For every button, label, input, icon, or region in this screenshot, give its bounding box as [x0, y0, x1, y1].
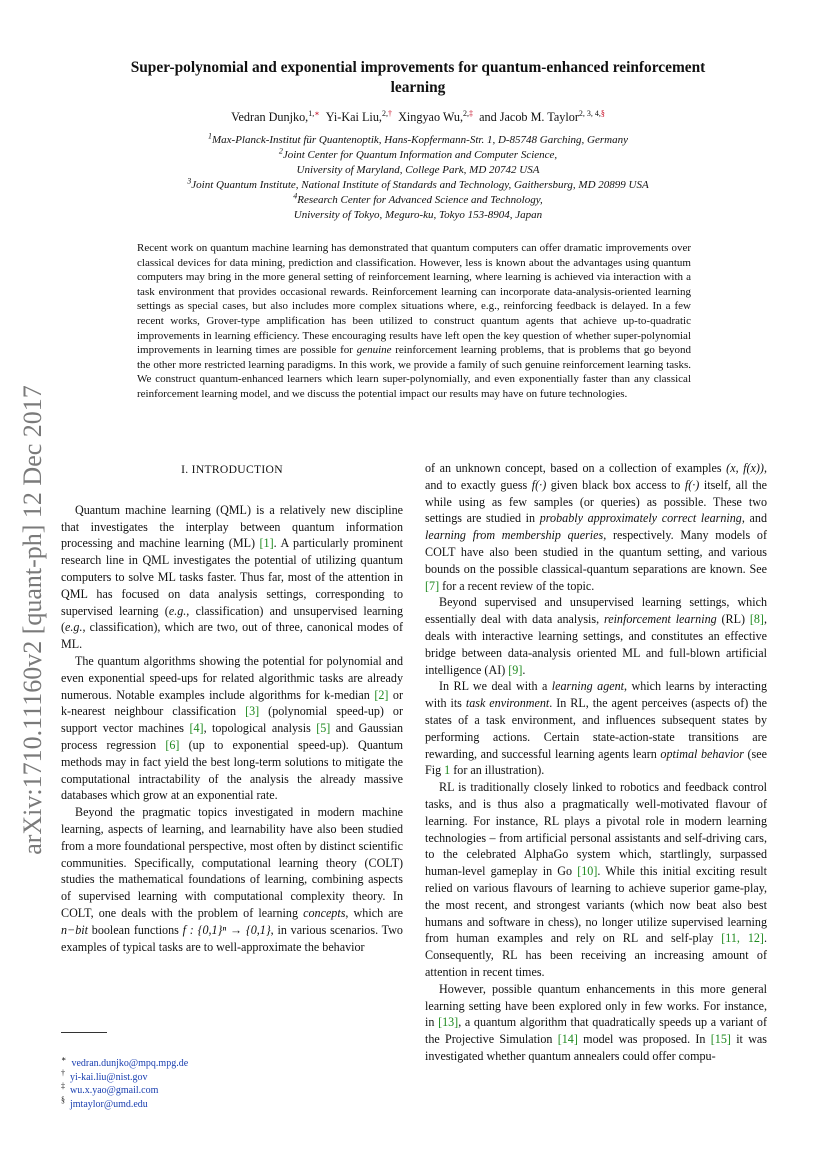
text: . Consequently, RL has been receiving an increasing amount of attention in recent times.	[425, 931, 767, 979]
affiliation-number: 4	[293, 191, 298, 201]
paragraph	[425, 460, 767, 594]
text: .	[522, 662, 526, 677]
affiliation-line	[60, 133, 776, 148]
title-line-2: learning	[390, 79, 446, 96]
author-affil-sup: 2, 3, 4,	[578, 108, 601, 118]
text: of an unknown concept, based on a collection of examples	[425, 461, 727, 475]
affiliation-list	[60, 133, 776, 223]
abstract-text: Recent work on quantum machine learning has demonstrated that quantum computers can offer dramatic improvements over classical devices for data mining, prediction and classification. However, less is known about the advantages using quantum computers may bring in the more general setting of reinforcement learning, where learning is achieved via interaction with a task environment that provides occasional rewards. Reinforcement learning can incorporate data-analysis-oriented learning settings as special cases, but also includes more complex situations where, e.g., reinforcing feedback is delayed. In a few recent works, Grover-type amplification has been utilized to construct quantum agents that achieve up-to-quadratic improvements in learning efficiency. These encouraging results have left open the key question of whether super-polynomial improvements in learning times are possible for	[137, 242, 691, 357]
text: . A particularly prominent research line in QML investigates the potential of utilizing quantum computers to solve ML tasks faster. Thus far, most of the attention in QML has focused on data analysis settings, corresponding to supervised learning (	[61, 536, 403, 618]
text: , a quantum algorithm that quadratically speeds up a variant of the Projective Simulation	[425, 1015, 767, 1047]
paragraph	[425, 981, 767, 1065]
text: In RL we deal with a	[439, 679, 552, 694]
paragraph	[425, 678, 767, 779]
author-name: Xingyao Wu,	[398, 110, 464, 124]
citation-link[interactable]: [6]	[165, 737, 180, 752]
footnote-item	[61, 1068, 188, 1085]
citation-link[interactable]: [7]	[425, 578, 440, 593]
arxiv-sidebar	[14, 350, 52, 890]
author-footnote-mark[interactable]: †	[387, 108, 392, 118]
paragraph	[61, 804, 403, 955]
text: it was investigated whether quantum annealers could offer compu-	[425, 1032, 768, 1063]
affiliation-text: University of Tokyo, Meguro-ku, Tokyo 153-8904, Japan	[293, 209, 543, 221]
text: Quantum machine learning (QML) is a relatively new discipline that investigates the interplay between quantum information processing and machine learning (ML)	[61, 502, 403, 551]
text: boolean functions	[87, 922, 183, 937]
affiliation-number: 3	[187, 176, 192, 186]
email-link[interactable]: yi-kai.liu@nist.gov	[70, 1071, 148, 1083]
text: itself, all the while using as few samples (or queries) as possible. These two settings are studied in	[425, 477, 767, 526]
text: (RL)	[716, 612, 750, 627]
text-italic: e.g.,	[65, 620, 86, 635]
abstract-text: reinforcement learning problems, that is problems that go beyond the other more restricted learning paradigms. In this work, we provide a family of such genuine reinforcement learning tasks. We construct quantum-enhanced learners which learn super-polynomially, and even exponentially faster than any classical reinforcement learning model, and we discuss the potential impact our results may have on future technologies.	[137, 344, 692, 400]
email-link[interactable]: jmtaylor@umd.edu	[70, 1098, 148, 1110]
citation-link[interactable]: [3]	[245, 704, 260, 719]
author-name: Vedran Dunjko,	[231, 110, 309, 124]
math-inline: f(·)	[684, 477, 700, 492]
math-inline: f(·)	[531, 477, 547, 492]
author-footnote-mark[interactable]: ∗	[314, 108, 320, 118]
citation-link[interactable]: [9]	[508, 662, 523, 677]
citation-link[interactable]: [8]	[749, 612, 764, 627]
citation-link[interactable]: [14]	[557, 1032, 578, 1047]
text: . While this initial exciting result relied on various flavours of learning to achieve superior game-play, the most recent, and strongest variants (which now beat also best humans and software in chess), no longer utilize supervised learning from human examples and rely on RL and self-play	[425, 864, 767, 946]
citation-link[interactable]: [10]	[577, 864, 598, 879]
affiliation-line	[60, 193, 776, 208]
footnote-item	[61, 1081, 188, 1098]
text: , topological analysis	[203, 721, 317, 736]
right-column	[425, 460, 767, 1065]
title-line-1: Super-polynomial and exponential improvements for quantum-enhanced reinforcement	[130, 59, 706, 76]
text: However, possible quantum enhancements in this more general learning setting have been explored only in few works. For instance, in	[425, 981, 767, 1030]
text: for an illustration).	[450, 763, 545, 778]
affiliation-line	[60, 178, 776, 193]
citation-link[interactable]: [1]	[259, 536, 274, 551]
footnotes	[61, 1054, 189, 1111]
footnote-item	[61, 1054, 189, 1071]
paper-title	[60, 58, 776, 98]
text: (see Fig	[425, 746, 767, 778]
text: , and	[741, 511, 768, 526]
text-italic: concepts	[303, 905, 346, 920]
text-italic: e.g.,	[168, 603, 190, 618]
footnote-divider	[61, 1032, 107, 1033]
text-italic: learning agent	[551, 679, 625, 694]
text: RL is traditionally closely linked to robotics and feedback control tasks, and is thus also a pragmatically well-motivated flavour of learning. For instance, RL plays a pivotal role in modern learning technologies – from artificial personal assistants and self-driving cars, to the celebrated AlphaGo system which, startlingly, surpassed human-level gameplay in Go	[425, 780, 767, 879]
text: , respectively. Many models of COLT have also been studied in the quantum setting, and various bounds on the possible classical-quantum separations are known. See	[425, 528, 767, 576]
author-footnote-mark[interactable]: §	[600, 108, 605, 118]
affiliation-line	[60, 148, 776, 163]
abstract	[137, 241, 691, 402]
text: classification) and unsupervised learning (	[61, 603, 403, 635]
affiliation-text: Research Center for Advanced Science and Technology,	[297, 194, 543, 206]
affiliation-text: University of Maryland, College Park, MD 20742 USA	[296, 164, 540, 176]
section-heading: I. INTRODUCTION	[181, 463, 283, 476]
arxiv-identifier: arXiv:1710.11160v2 [quant-ph] 12 Dec 2017	[18, 385, 47, 855]
text: Beyond the pragmatic topics investigated in modern machine learning, aspects of learning, and learnability have also been studied from a more foundational perspective, most often by distinct scientific communities. Specifically, computational learning theory (COLT) studies the mathematical foundations of learning, combining aspects of supervised learning with computational complexity theory. In COLT, one deals with the problem of learning	[61, 805, 403, 920]
affiliation-number: 2	[278, 146, 283, 156]
email-link[interactable]: vedran.dunjko@mpq.mpg.de	[71, 1058, 189, 1069]
left-column	[61, 462, 403, 955]
author-name: Yi-Kai Liu,	[325, 110, 382, 124]
affiliation-text: Joint Center for Quantum Information and Computer Science,	[282, 149, 558, 161]
paragraph	[61, 653, 403, 804]
affiliation-number: 1	[207, 131, 212, 141]
paragraph	[425, 779, 767, 981]
affiliation-line	[60, 163, 776, 178]
text: model was proposed. In	[577, 1032, 711, 1047]
affiliation-line	[60, 208, 776, 223]
citation-link[interactable]: [15]	[710, 1032, 731, 1047]
citation-link[interactable]: [11, 12]	[721, 931, 764, 946]
footnote-mark: §	[61, 1095, 65, 1105]
author-footnote-mark[interactable]: ‡	[469, 108, 474, 118]
figure-link[interactable]: 1	[444, 763, 451, 778]
text: for a recent review of the topic.	[439, 578, 595, 593]
author-affil-sup: 2,	[381, 108, 388, 118]
text: , deals with interactive learning settings, and constitutes an effective bridge between data-analysis oriented ML and full-blown artificial intelligence (AI)	[425, 612, 767, 677]
text: (up to exponential speed-up). Quantum methods may in fact yield the best long-term solutions to mitigate the computational intractability of the analysis the already massive databases which grow at an exponential rate.	[61, 737, 403, 803]
footnote-mark: ‡	[61, 1081, 65, 1091]
paragraph	[425, 594, 767, 678]
text: . In RL, the agent perceives (aspects of) the states of a task environment, and influences subsequent states by performing actions. Certain state-action-state transitions are rewarding, and successful learning agents learn	[425, 696, 767, 761]
author-list	[60, 110, 776, 125]
text: or k-nearest neighbour classification	[61, 687, 403, 719]
text: Beyond supervised and unsupervised learning settings, which essentially deal with data analysis,	[425, 595, 767, 627]
text: and Gaussian process regression	[61, 721, 403, 752]
citation-link[interactable]: [5]	[316, 721, 331, 736]
text: , in various scenarios. Two examples of typical tasks are to well-approximate the behavior	[61, 922, 403, 954]
text: classification), which are two, out of three, canonical modes of ML.	[61, 620, 403, 652]
citation-link[interactable]: [2]	[374, 687, 389, 702]
text-italic: reinforcement learning	[603, 612, 717, 627]
text-italic: optimal behavior	[660, 746, 744, 761]
affiliation-text: Max-Planck-Institut für Quantenoptik, Hans-Kopfermann-Str. 1, D-85748 Garching, Germany	[211, 134, 628, 146]
abstract-emphasis: genuine	[356, 344, 392, 357]
text: , which are	[345, 905, 403, 920]
text: , which learns by interacting with its	[425, 679, 767, 711]
text: (polynomial speed-up) or support vector machines	[61, 704, 403, 736]
text-italic: learning from membership queries	[425, 528, 604, 543]
citation-link[interactable]: [13]	[438, 1015, 459, 1030]
author-affil-sup: 1,	[308, 108, 315, 118]
text: The quantum algorithms showing the potential for polynomial and even exponential speed-ups for related algorithmic tasks are already numerous. Notable examples include algorithms for k-median	[61, 653, 403, 702]
footnote-mark: †	[61, 1068, 65, 1078]
author-name: and Jacob M. Taylor	[479, 110, 579, 124]
affiliation-text: Joint Quantum Institute, National Institute of Standards and Technology, Gaithersburg, MD 20899 USA	[191, 179, 649, 191]
math-inline: f : {0,1}ⁿ → {0,1}	[182, 922, 271, 937]
paragraph	[61, 502, 403, 653]
footnote-item	[61, 1095, 188, 1112]
text-italic: probably approximately correct learning	[539, 511, 742, 526]
text: given black box access to	[546, 477, 685, 492]
footnote-mark: ∗	[61, 1054, 67, 1064]
text-italic: task environment	[465, 696, 550, 711]
text: , and to exactly guess	[425, 461, 767, 492]
email-link[interactable]: wu.x.yao@gmail.com	[70, 1085, 159, 1096]
author-affil-sup: 2,	[463, 108, 470, 118]
citation-link[interactable]: [4]	[189, 721, 204, 736]
math-inline: n−bit	[61, 922, 88, 937]
math-inline: (x, f(x))	[726, 461, 764, 475]
